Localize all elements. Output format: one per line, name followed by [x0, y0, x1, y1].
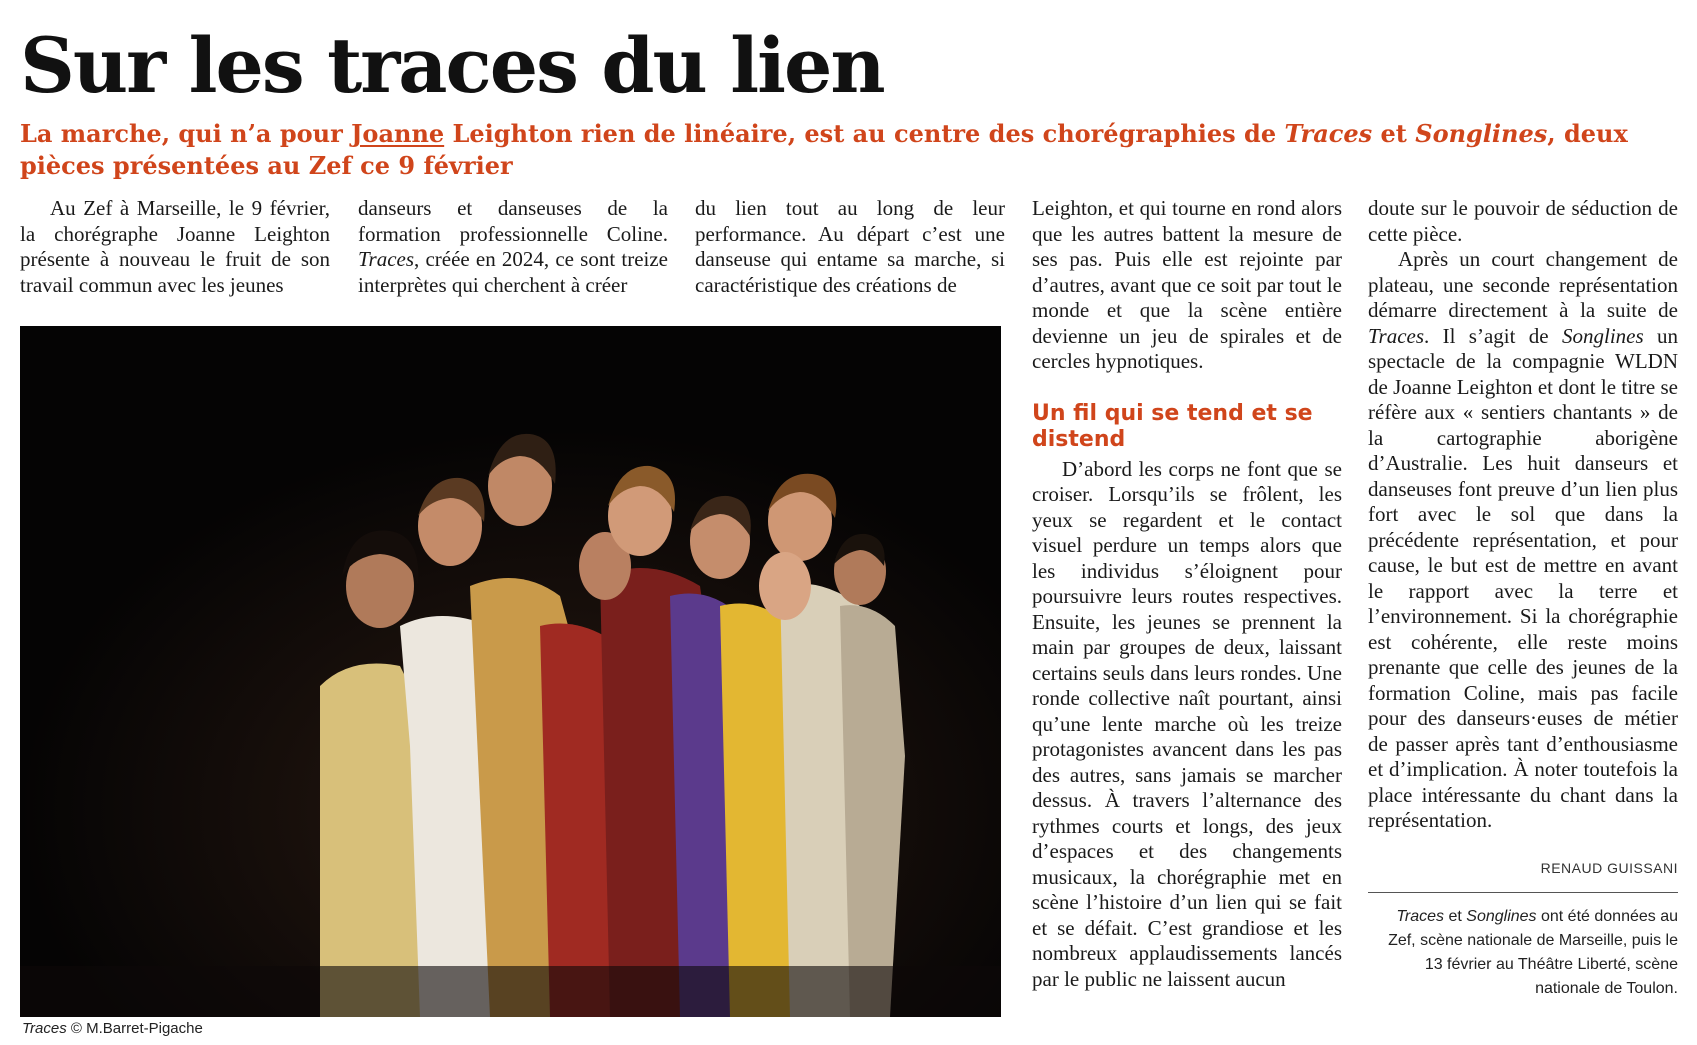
- standfirst-work-traces: Traces: [1284, 119, 1373, 148]
- column-5-work-traces: Traces: [1368, 323, 1425, 348]
- dance-photo: [20, 326, 1001, 1017]
- subheading: Un fil qui se tend et se distend: [1032, 400, 1313, 452]
- column-5-text-c: un spectacle de la compagnie WLDN de Joanne Leighton et dont le titre se réfère aux « sentiers chantants » de la cartographie aborigène d’Australie. Les huit danseurs et danseuses font preuve d’un lien plus fort avec le sol que dans la précédente représentation, et pour cause, le but est de mettre en avant le rapport avec la terre et l’environnement. Si la chorégraphie est cohérente, elle reste moins prenante que celle des jeunes de la formation Coline, mais pas facile pour des danseurs·euses de métier de passer après tant d’enthousiasme et d’implication. À noter toutefois la place intéressante du chant dans la représentation.: [1368, 323, 1679, 832]
- column-5: [1368, 196, 1678, 834]
- photo-caption: [22, 1019, 203, 1039]
- standfirst-text-4: , deux pièces présentées au Zef ce 9 février: [20, 119, 1628, 180]
- standfirst-name-underlined: Joanne: [351, 119, 445, 148]
- column-5-paragraph-1: doute sur le pouvoir de séduction de cette pièce.: [1368, 196, 1678, 246]
- column-5-paragraph-2: [1368, 247, 1678, 834]
- caption-work-traces: Traces: [22, 1020, 67, 1037]
- standfirst-work-songlines: Songlines: [1415, 119, 1548, 148]
- standfirst: [20, 118, 1680, 182]
- caption-credit: © M.Barret-Pigache: [66, 1020, 203, 1037]
- column-4-paragraph-2: D’abord les corps ne font que se croiser. Lorsqu’ils se frôlent, les yeux se regardent et le contact visuel perdure un temps alors que les individus s’éloignent pour poursuivre leurs routes respectives. Ensuite, les jeunes se prennent la main par groupes de deux, laissant certains seuls dans leurs rondes. Une ronde collective naît pourtant, ainsi qu’une lente marche où les treize protagonistes avancent dans les pas des autres, sans jamais se marcher dessus. À travers l’alternance des rythmes courts et longs, des jeux d’espaces et des changements musicaux, la chorégraphie met en scène l’histoire d’un lien qui se fait et se défait. C’est grandiose et les nombreux applaudissements lancés par le public ne laissent aucun: [1032, 456, 1342, 991]
- footnote-and: et: [1444, 908, 1467, 925]
- column-5-text-a: Après un court changement de plateau, une seconde représentation démarre directement à la suite de: [1368, 247, 1678, 322]
- headline: Sur les traces du lien: [20, 21, 884, 110]
- column-4: [1032, 196, 1342, 992]
- footnote-work-traces: Traces: [1396, 908, 1445, 925]
- standfirst-text-1: La marche, qui n’a pour: [20, 119, 352, 148]
- column-4-paragraph-1: Leighton, et qui tourne en rond alors que les autres battent la mesure de ses pas. Puis elle est rejointe par d’autres, avant que ce soit par tout le monde et que la scène entière devienne un jeu de spirales et de cercles hypnotiques.: [1032, 196, 1342, 373]
- venue-footnote: [1368, 905, 1678, 1001]
- dancers-illustration: [20, 326, 1001, 1017]
- author-signature: RENAUD GUISSANI: [1540, 860, 1678, 876]
- column-1: [20, 196, 330, 298]
- column-2-text: [358, 196, 668, 298]
- divider: [1368, 892, 1678, 893]
- column-2-text-b: , créée en 2024, ce sont treize interprètes qui cherchent à créer: [358, 247, 668, 297]
- column-2-text-a: danseurs et danseuses de la formation professionnelle Coline.: [358, 196, 668, 246]
- standfirst-text-2: Leighton rien de linéaire, est au centre des chorégraphies de: [444, 119, 1285, 148]
- footnote-rest: ont été données au Zef, scène nationale de Marseille, puis le 13 février au Théâtre Liberté, scène nationale de Toulon.: [1388, 908, 1678, 997]
- standfirst-text-3: et: [1372, 119, 1416, 148]
- column-3: [695, 196, 1005, 298]
- column-1-text: Au Zef à Marseille, le 9 février, la chorégraphe Joanne Leighton présente à nouveau le fruit de son travail commun avec les jeunes: [20, 196, 330, 297]
- column-3-text: du lien tout au long de leur performance. Au départ c’est une danseuse qui entame sa marche, si caractéristique des créations de: [695, 196, 1005, 297]
- column-2: [358, 196, 668, 298]
- footnote-work-songlines: Songlines: [1466, 908, 1537, 925]
- column-5-work-songlines: Songlines: [1561, 323, 1644, 348]
- column-2-work-traces: Traces: [358, 247, 415, 271]
- column-5-text-b: . Il s’agit de: [1424, 323, 1562, 348]
